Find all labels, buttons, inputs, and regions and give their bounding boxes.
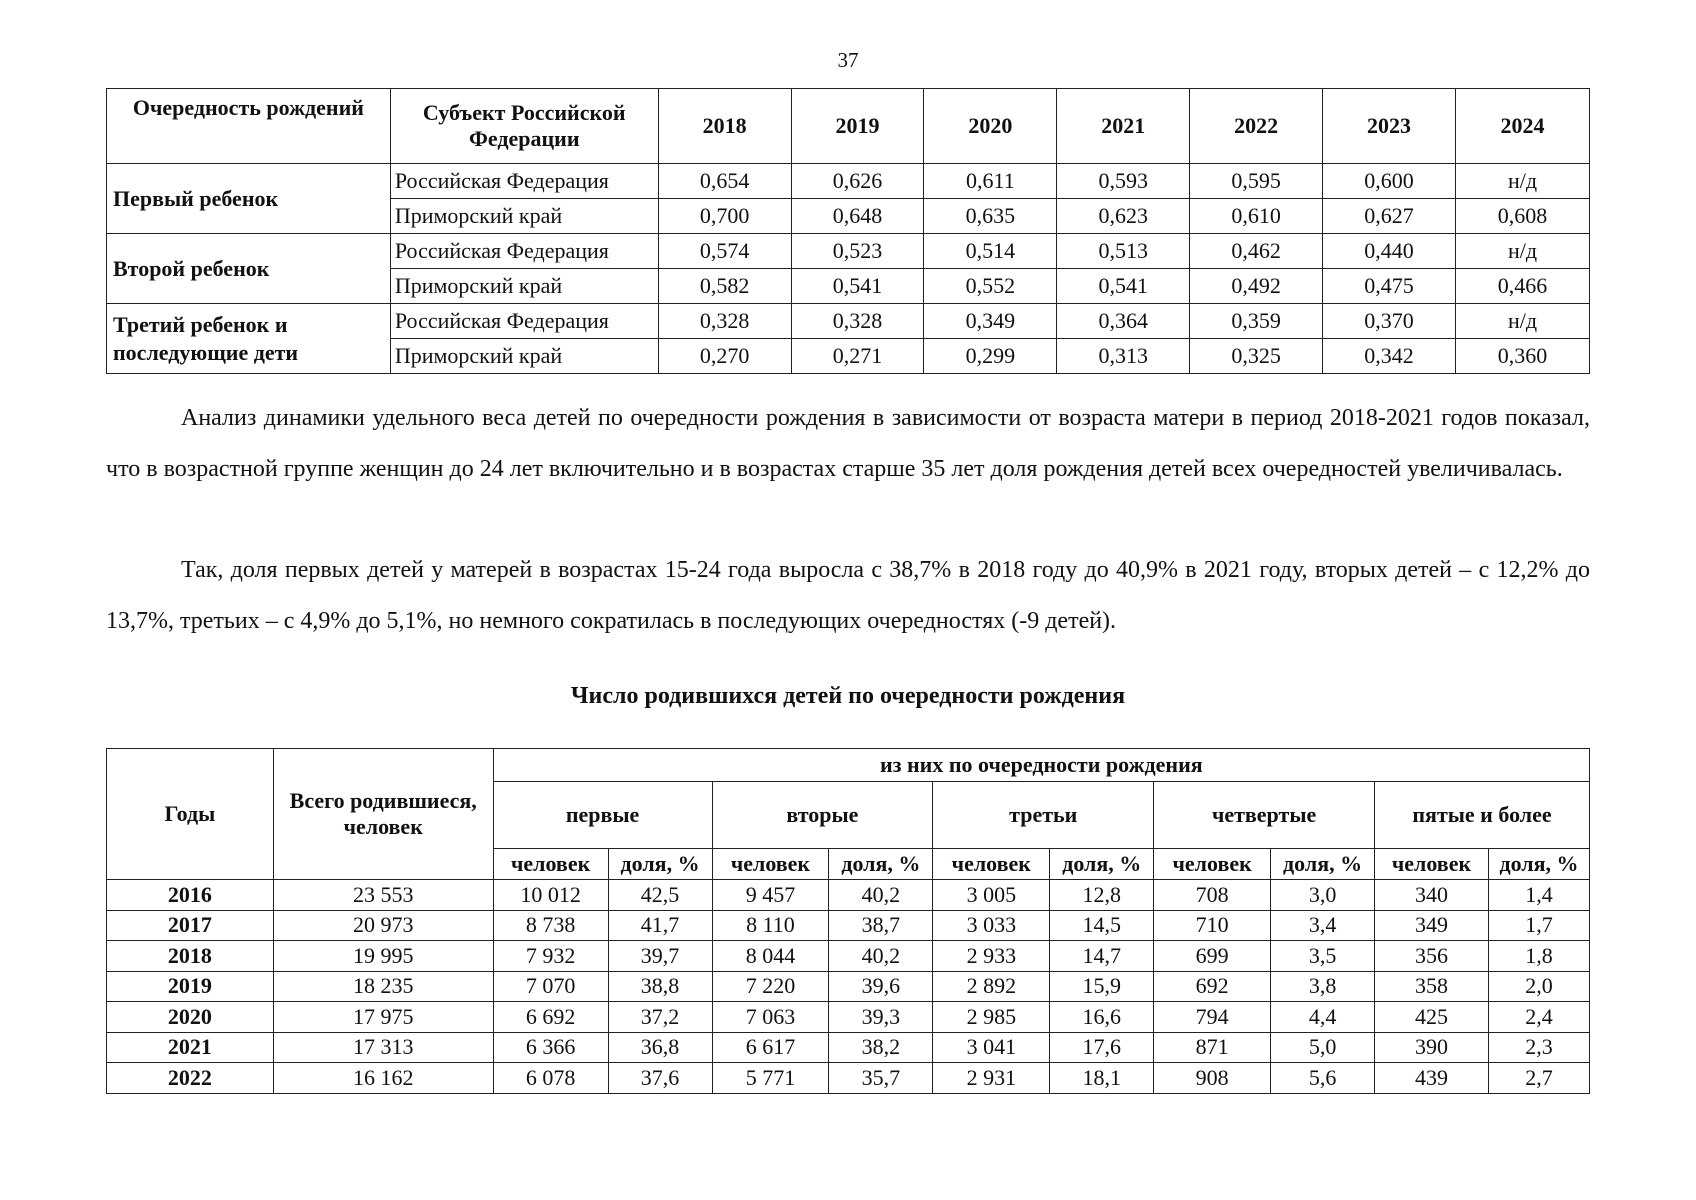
coefficient-cell: 0,523 — [791, 234, 924, 269]
header-year: 2022 — [1190, 89, 1323, 164]
share-percent-cell: 37,2 — [608, 1002, 712, 1033]
coefficient-cell: 0,325 — [1190, 339, 1323, 374]
page-number: 37 — [837, 48, 859, 72]
region-cell: Приморский край — [390, 199, 658, 234]
coefficient-cell: 0,440 — [1323, 234, 1456, 269]
people-count-cell: 908 — [1154, 1063, 1271, 1094]
share-percent-cell: 14,7 — [1050, 941, 1154, 972]
header-year: 2020 — [924, 89, 1057, 164]
coefficient-cell: 0,574 — [658, 234, 791, 269]
header-order-fifth-plus: пятые и более — [1375, 782, 1590, 849]
subheader-share: доля, % — [829, 849, 933, 880]
coefficient-cell: 0,654 — [658, 164, 791, 199]
table1-row — [107, 164, 1590, 199]
total-births-cell: 23 553 — [273, 880, 493, 911]
header-birth-order: Очередность рождений — [107, 89, 391, 164]
share-percent-cell: 3,8 — [1271, 971, 1375, 1002]
share-percent-cell: 37,6 — [608, 1063, 712, 1094]
people-count-cell: 439 — [1375, 1063, 1489, 1094]
share-percent-cell: 12,8 — [1050, 880, 1154, 911]
birth-order-coefficient-table — [106, 88, 1590, 374]
region-cell: Приморский край — [390, 339, 658, 374]
table1-row — [107, 234, 1590, 269]
people-count-cell: 2 931 — [933, 1063, 1050, 1094]
header-year: 2023 — [1323, 89, 1456, 164]
header-years: Годы — [107, 749, 274, 880]
total-births-cell: 16 162 — [273, 1063, 493, 1094]
coefficient-cell: 0,700 — [658, 199, 791, 234]
table1-header-row — [107, 89, 1590, 164]
share-percent-cell: 1,8 — [1488, 941, 1589, 972]
people-count-cell: 3 041 — [933, 1032, 1050, 1063]
subheader-people: человек — [933, 849, 1050, 880]
table2-title: Число родившихся детей по очередности рождения — [570, 683, 1126, 709]
header-year: 2018 — [658, 89, 791, 164]
share-percent-cell: 2,7 — [1488, 1063, 1589, 1094]
share-percent-cell: 15,9 — [1050, 971, 1154, 1002]
people-count-cell: 7 932 — [493, 941, 608, 972]
share-percent-cell: 2,4 — [1488, 1002, 1589, 1033]
coefficient-cell: н/д — [1456, 164, 1590, 199]
year-cell: 2019 — [107, 971, 274, 1002]
people-count-cell: 8 044 — [712, 941, 829, 972]
coefficient-cell: 0,610 — [1190, 199, 1323, 234]
coefficient-cell: 0,349 — [924, 304, 1057, 339]
coefficient-cell: 0,359 — [1190, 304, 1323, 339]
share-percent-cell: 14,5 — [1050, 910, 1154, 941]
people-count-cell: 708 — [1154, 880, 1271, 911]
share-percent-cell: 2,0 — [1488, 971, 1589, 1002]
share-percent-cell: 5,0 — [1271, 1032, 1375, 1063]
coefficient-cell: 0,364 — [1057, 304, 1190, 339]
coefficient-cell: 0,514 — [924, 234, 1057, 269]
table2-row — [107, 880, 1590, 911]
header-total-births: Всего родившиеся, человек — [273, 749, 493, 880]
people-count-cell: 349 — [1375, 910, 1489, 941]
year-cell: 2021 — [107, 1032, 274, 1063]
header-order-second: вторые — [712, 782, 933, 849]
coefficient-cell: 0,595 — [1190, 164, 1323, 199]
subheader-share: доля, % — [1050, 849, 1154, 880]
subheader-people: человек — [1154, 849, 1271, 880]
people-count-cell: 356 — [1375, 941, 1489, 972]
coefficient-cell: 0,342 — [1323, 339, 1456, 374]
coefficient-cell: 0,623 — [1057, 199, 1190, 234]
births-by-order-table — [106, 748, 1590, 1094]
coefficient-cell: 0,582 — [658, 269, 791, 304]
share-percent-cell: 35,7 — [829, 1063, 933, 1094]
coefficient-cell: 0,328 — [791, 304, 924, 339]
coefficient-cell: 0,466 — [1456, 269, 1590, 304]
share-percent-cell: 39,7 — [608, 941, 712, 972]
share-percent-cell: 2,3 — [1488, 1032, 1589, 1063]
people-count-cell: 871 — [1154, 1032, 1271, 1063]
share-percent-cell: 3,5 — [1271, 941, 1375, 972]
share-percent-cell: 5,6 — [1271, 1063, 1375, 1094]
year-cell: 2020 — [107, 1002, 274, 1033]
share-percent-cell: 3,4 — [1271, 910, 1375, 941]
share-percent-cell: 18,1 — [1050, 1063, 1154, 1094]
table2-row — [107, 910, 1590, 941]
people-count-cell: 6 078 — [493, 1063, 608, 1094]
people-count-cell: 3 033 — [933, 910, 1050, 941]
coefficient-cell: 0,552 — [924, 269, 1057, 304]
share-percent-cell: 40,2 — [829, 941, 933, 972]
share-percent-cell: 4,4 — [1271, 1002, 1375, 1033]
total-births-cell: 17 313 — [273, 1032, 493, 1063]
coefficient-cell: 0,492 — [1190, 269, 1323, 304]
coefficient-cell: н/д — [1456, 234, 1590, 269]
header-year: 2019 — [791, 89, 924, 164]
total-births-cell: 18 235 — [273, 971, 493, 1002]
subheader-people: человек — [712, 849, 829, 880]
table2-row — [107, 941, 1590, 972]
header-year: 2021 — [1057, 89, 1190, 164]
subheader-share: доля, % — [1271, 849, 1375, 880]
subheader-share: доля, % — [1488, 849, 1589, 880]
coefficient-cell: 0,475 — [1323, 269, 1456, 304]
table2-row — [107, 1002, 1590, 1033]
people-count-cell: 390 — [1375, 1032, 1489, 1063]
people-count-cell: 3 005 — [933, 880, 1050, 911]
table2-row — [107, 1063, 1590, 1094]
people-count-cell: 699 — [1154, 941, 1271, 972]
share-percent-cell: 39,3 — [829, 1002, 933, 1033]
total-births-cell: 19 995 — [273, 941, 493, 972]
header-by-order: из них по очередности рождения — [493, 749, 1589, 782]
people-count-cell: 2 985 — [933, 1002, 1050, 1033]
subheader-people: человек — [1375, 849, 1489, 880]
header-year: 2024 — [1456, 89, 1590, 164]
people-count-cell: 5 771 — [712, 1063, 829, 1094]
people-count-cell: 6 617 — [712, 1032, 829, 1063]
coefficient-cell: 0,328 — [658, 304, 791, 339]
coefficient-cell: 0,299 — [924, 339, 1057, 374]
share-percent-cell: 42,5 — [608, 880, 712, 911]
people-count-cell: 9 457 — [712, 880, 829, 911]
year-cell: 2018 — [107, 941, 274, 972]
people-count-cell: 692 — [1154, 971, 1271, 1002]
share-percent-cell: 38,8 — [608, 971, 712, 1002]
share-percent-cell: 39,6 — [829, 971, 933, 1002]
year-cell: 2017 — [107, 910, 274, 941]
region-cell: Российская Федерация — [390, 164, 658, 199]
share-percent-cell: 38,7 — [829, 910, 933, 941]
header-order-fourth: четвертые — [1154, 782, 1375, 849]
people-count-cell: 8 110 — [712, 910, 829, 941]
region-cell: Приморский край — [390, 269, 658, 304]
share-percent-cell: 17,6 — [1050, 1032, 1154, 1063]
coefficient-cell: н/д — [1456, 304, 1590, 339]
coefficient-cell: 0,462 — [1190, 234, 1323, 269]
coefficient-cell: 0,541 — [1057, 269, 1190, 304]
people-count-cell: 7 220 — [712, 971, 829, 1002]
share-percent-cell: 38,2 — [829, 1032, 933, 1063]
people-count-cell: 7 070 — [493, 971, 608, 1002]
birth-order-label: Второй ребенок — [107, 234, 391, 304]
people-count-cell: 425 — [1375, 1002, 1489, 1033]
coefficient-cell: 0,541 — [791, 269, 924, 304]
table2-row — [107, 1032, 1590, 1063]
share-percent-cell: 16,6 — [1050, 1002, 1154, 1033]
coefficient-cell: 0,600 — [1323, 164, 1456, 199]
share-percent-cell: 1,4 — [1488, 880, 1589, 911]
share-percent-cell: 41,7 — [608, 910, 712, 941]
share-percent-cell: 36,8 — [608, 1032, 712, 1063]
people-count-cell: 10 012 — [493, 880, 608, 911]
coefficient-cell: 0,593 — [1057, 164, 1190, 199]
people-count-cell: 2 933 — [933, 941, 1050, 972]
coefficient-cell: 0,270 — [658, 339, 791, 374]
year-cell: 2022 — [107, 1063, 274, 1094]
total-births-cell: 17 975 — [273, 1002, 493, 1033]
people-count-cell: 7 063 — [712, 1002, 829, 1033]
subheader-share: доля, % — [608, 849, 712, 880]
people-count-cell: 358 — [1375, 971, 1489, 1002]
birth-order-label: Третий ребенок и последующие дети — [107, 304, 391, 374]
share-change-paragraph: Так, доля первых детей у матерей в возрастах 15-24 года выросла с 38,7% в 2018 году до 40,9% в 2021 году, вторых детей – с 12,2% до 13,7%, третьих – с 4,9% до 5,1%, но немного сократилась в последующих очередностях (-9 детей). — [106, 557, 1590, 634]
coefficient-cell: 0,611 — [924, 164, 1057, 199]
people-count-cell: 2 892 — [933, 971, 1050, 1002]
subheader-people: человек — [493, 849, 608, 880]
region-cell: Российская Федерация — [390, 304, 658, 339]
analysis-paragraph: Анализ динамики удельного веса детей по очередности рождения в зависимости от возраста матери в период 2018-2021 годов показал, что в возрастной группе женщин до 24 лет включительно и в возрастах старше 35 лет доля рождения детей всех очередностей увеличивалась. — [106, 405, 1590, 482]
year-cell: 2016 — [107, 880, 274, 911]
region-cell: Российская Федерация — [390, 234, 658, 269]
coefficient-cell: 0,608 — [1456, 199, 1590, 234]
coefficient-cell: 0,513 — [1057, 234, 1190, 269]
share-percent-cell: 40,2 — [829, 880, 933, 911]
people-count-cell: 340 — [1375, 880, 1489, 911]
share-percent-cell: 1,7 — [1488, 910, 1589, 941]
coefficient-cell: 0,370 — [1323, 304, 1456, 339]
share-percent-cell: 3,0 — [1271, 880, 1375, 911]
people-count-cell: 8 738 — [493, 910, 608, 941]
total-births-cell: 20 973 — [273, 910, 493, 941]
coefficient-cell: 0,360 — [1456, 339, 1590, 374]
header-region: Субъект Российской Федерации — [390, 89, 658, 164]
header-order-third: третьи — [933, 782, 1154, 849]
coefficient-cell: 0,635 — [924, 199, 1057, 234]
coefficient-cell: 0,313 — [1057, 339, 1190, 374]
table1-row — [107, 304, 1590, 339]
coefficient-cell: 0,626 — [791, 164, 924, 199]
coefficient-cell: 0,627 — [1323, 199, 1456, 234]
people-count-cell: 710 — [1154, 910, 1271, 941]
birth-order-label: Первый ребенок — [107, 164, 391, 234]
coefficient-cell: 0,271 — [791, 339, 924, 374]
people-count-cell: 794 — [1154, 1002, 1271, 1033]
people-count-cell: 6 366 — [493, 1032, 608, 1063]
coefficient-cell: 0,648 — [791, 199, 924, 234]
table2-row — [107, 971, 1590, 1002]
people-count-cell: 6 692 — [493, 1002, 608, 1033]
header-order-first: первые — [493, 782, 712, 849]
